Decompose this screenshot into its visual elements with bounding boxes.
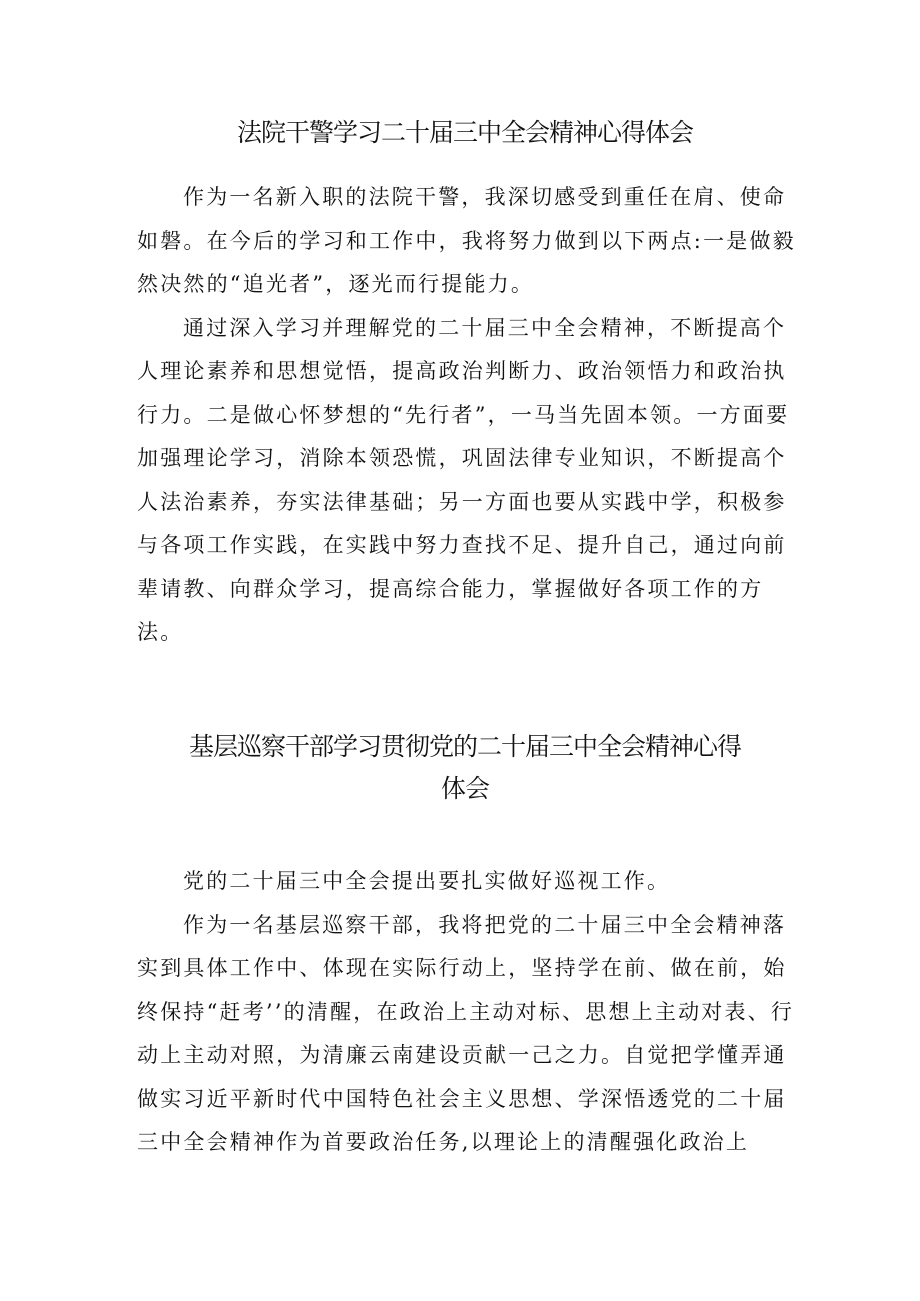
paragraph: 党的二十届三中全会提出要扎实做好巡视工作。 [183,869,671,893]
paragraph: 通过深入学习并理解党的二十届三中全会精神，不断提高个人理论素养和思想觉悟，提高政治判断力、政治领悟力和政治执行力。二是做心怀梦想的“先行者”，一马当先固本领。一方面要加强理论学习，消除本领恐慌，巩固法律专业知识，不断提高个人法治素养，夯实法律基础；另一方面也要从实践中学，积极参与各项工作实践，在实践中努力查找不足、提升自己，通过向前辈请教、向群众学习，提高综合能力，掌握做好各项工作的方法。 [137,315,790,644]
paragraph: 作为一名新入职的法院干警，我深切感受到重任在肩、使命如磐。在今后的学习和工作中，我将努力做到以下两点:一是做毅然决然的“追光者”，逐光而行提能力。 [137,185,796,296]
section-body [137,176,797,655]
section-title-line: 体会 [440,774,489,803]
section-title [137,726,793,810]
section-title: 法院干警学习二十届三中全会精神心得体会 [236,118,693,147]
section-body [137,860,797,1165]
paragraph: 作为一名基层巡察干部，我将把党的二十届三中全会精神落实到具体工作中、体现在实际行动上，坚持学在前、做在前，始终保持“赶考’’的清醒，在政治上主动对标、思想上主动对表、行动上主动对照，为清廉云南建设贡献一己之力。自觉把学懂弄通做实习近平新时代中国特色社会主义思想、学深悟透党的二十届三中全会精神作为首要政治任务,以理论上的清醒强化政治上 [137,912,795,1154]
section-title-line: 基层巡察干部学习贯彻党的二十届三中全会精神心得 [188,732,741,761]
